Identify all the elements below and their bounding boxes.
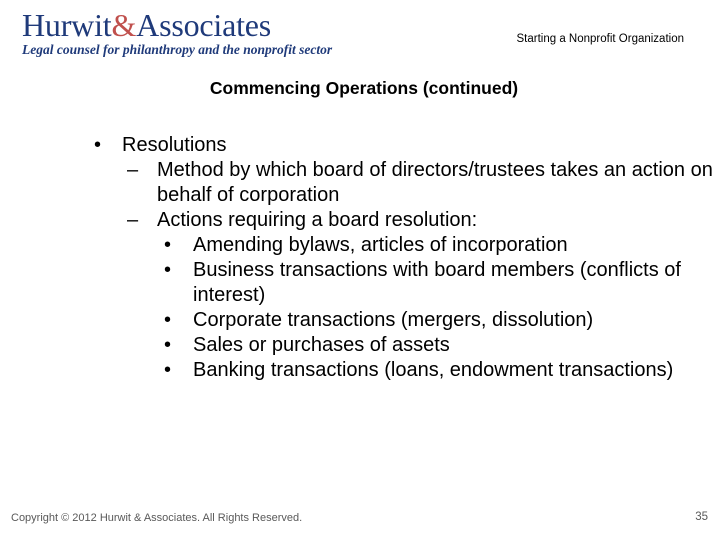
bullet-text: Actions requiring a board resolution: — [157, 209, 478, 231]
sub-sub-bullet-business — [0, 258, 728, 308]
sub-sub-bullet-corporate — [0, 308, 728, 333]
bullet-marker: • — [164, 334, 172, 356]
dash-marker: – — [127, 209, 139, 231]
bullet-text: Business transactions with board members (conflicts of interest) — [193, 259, 681, 306]
bullet-text: Sales or purchases of assets — [193, 334, 450, 356]
logo-name-part1: Hurwit — [22, 7, 112, 43]
slide-content — [0, 133, 728, 383]
slide-title: Commencing Operations (continued) — [209, 78, 519, 98]
bullet-resolutions — [0, 133, 728, 158]
sub-bullet-actions — [0, 208, 728, 233]
page-number: 35 — [695, 511, 708, 523]
bullet-text: Method by which board of directors/trustees takes an action on behalf of corporation — [157, 159, 713, 206]
bullet-marker: • — [164, 259, 172, 281]
dash-marker: – — [127, 159, 139, 181]
bullet-marker: • — [164, 309, 172, 331]
logo-ampersand: & — [111, 7, 137, 43]
bullet-text: Banking transactions (loans, endowment transactions) — [193, 359, 674, 381]
sub-bullet-method — [0, 158, 728, 208]
logo-title — [22, 8, 322, 42]
logo-name-part2: Associates — [136, 7, 272, 43]
bullet-text: Resolutions — [122, 134, 227, 156]
company-logo — [22, 7, 333, 58]
section-title: Starting a Nonprofit Organization — [516, 33, 684, 45]
sub-sub-bullet-bylaws — [0, 233, 728, 258]
bullet-text: Amending bylaws, articles of incorporation — [193, 234, 568, 256]
bullet-text: Corporate transactions (mergers, dissolution) — [193, 309, 594, 331]
sub-sub-bullet-assets — [0, 333, 728, 358]
bullet-marker: • — [164, 359, 172, 381]
bullet-marker: • — [94, 134, 102, 156]
copyright-notice: Copyright © 2012 Hurwit & Associates. All Rights Reserved. — [11, 512, 303, 524]
sub-sub-bullet-banking — [0, 358, 728, 383]
bullet-marker: • — [164, 234, 172, 256]
logo-tagline: Legal counsel for philanthropy and the nonprofit sector — [22, 42, 333, 57]
